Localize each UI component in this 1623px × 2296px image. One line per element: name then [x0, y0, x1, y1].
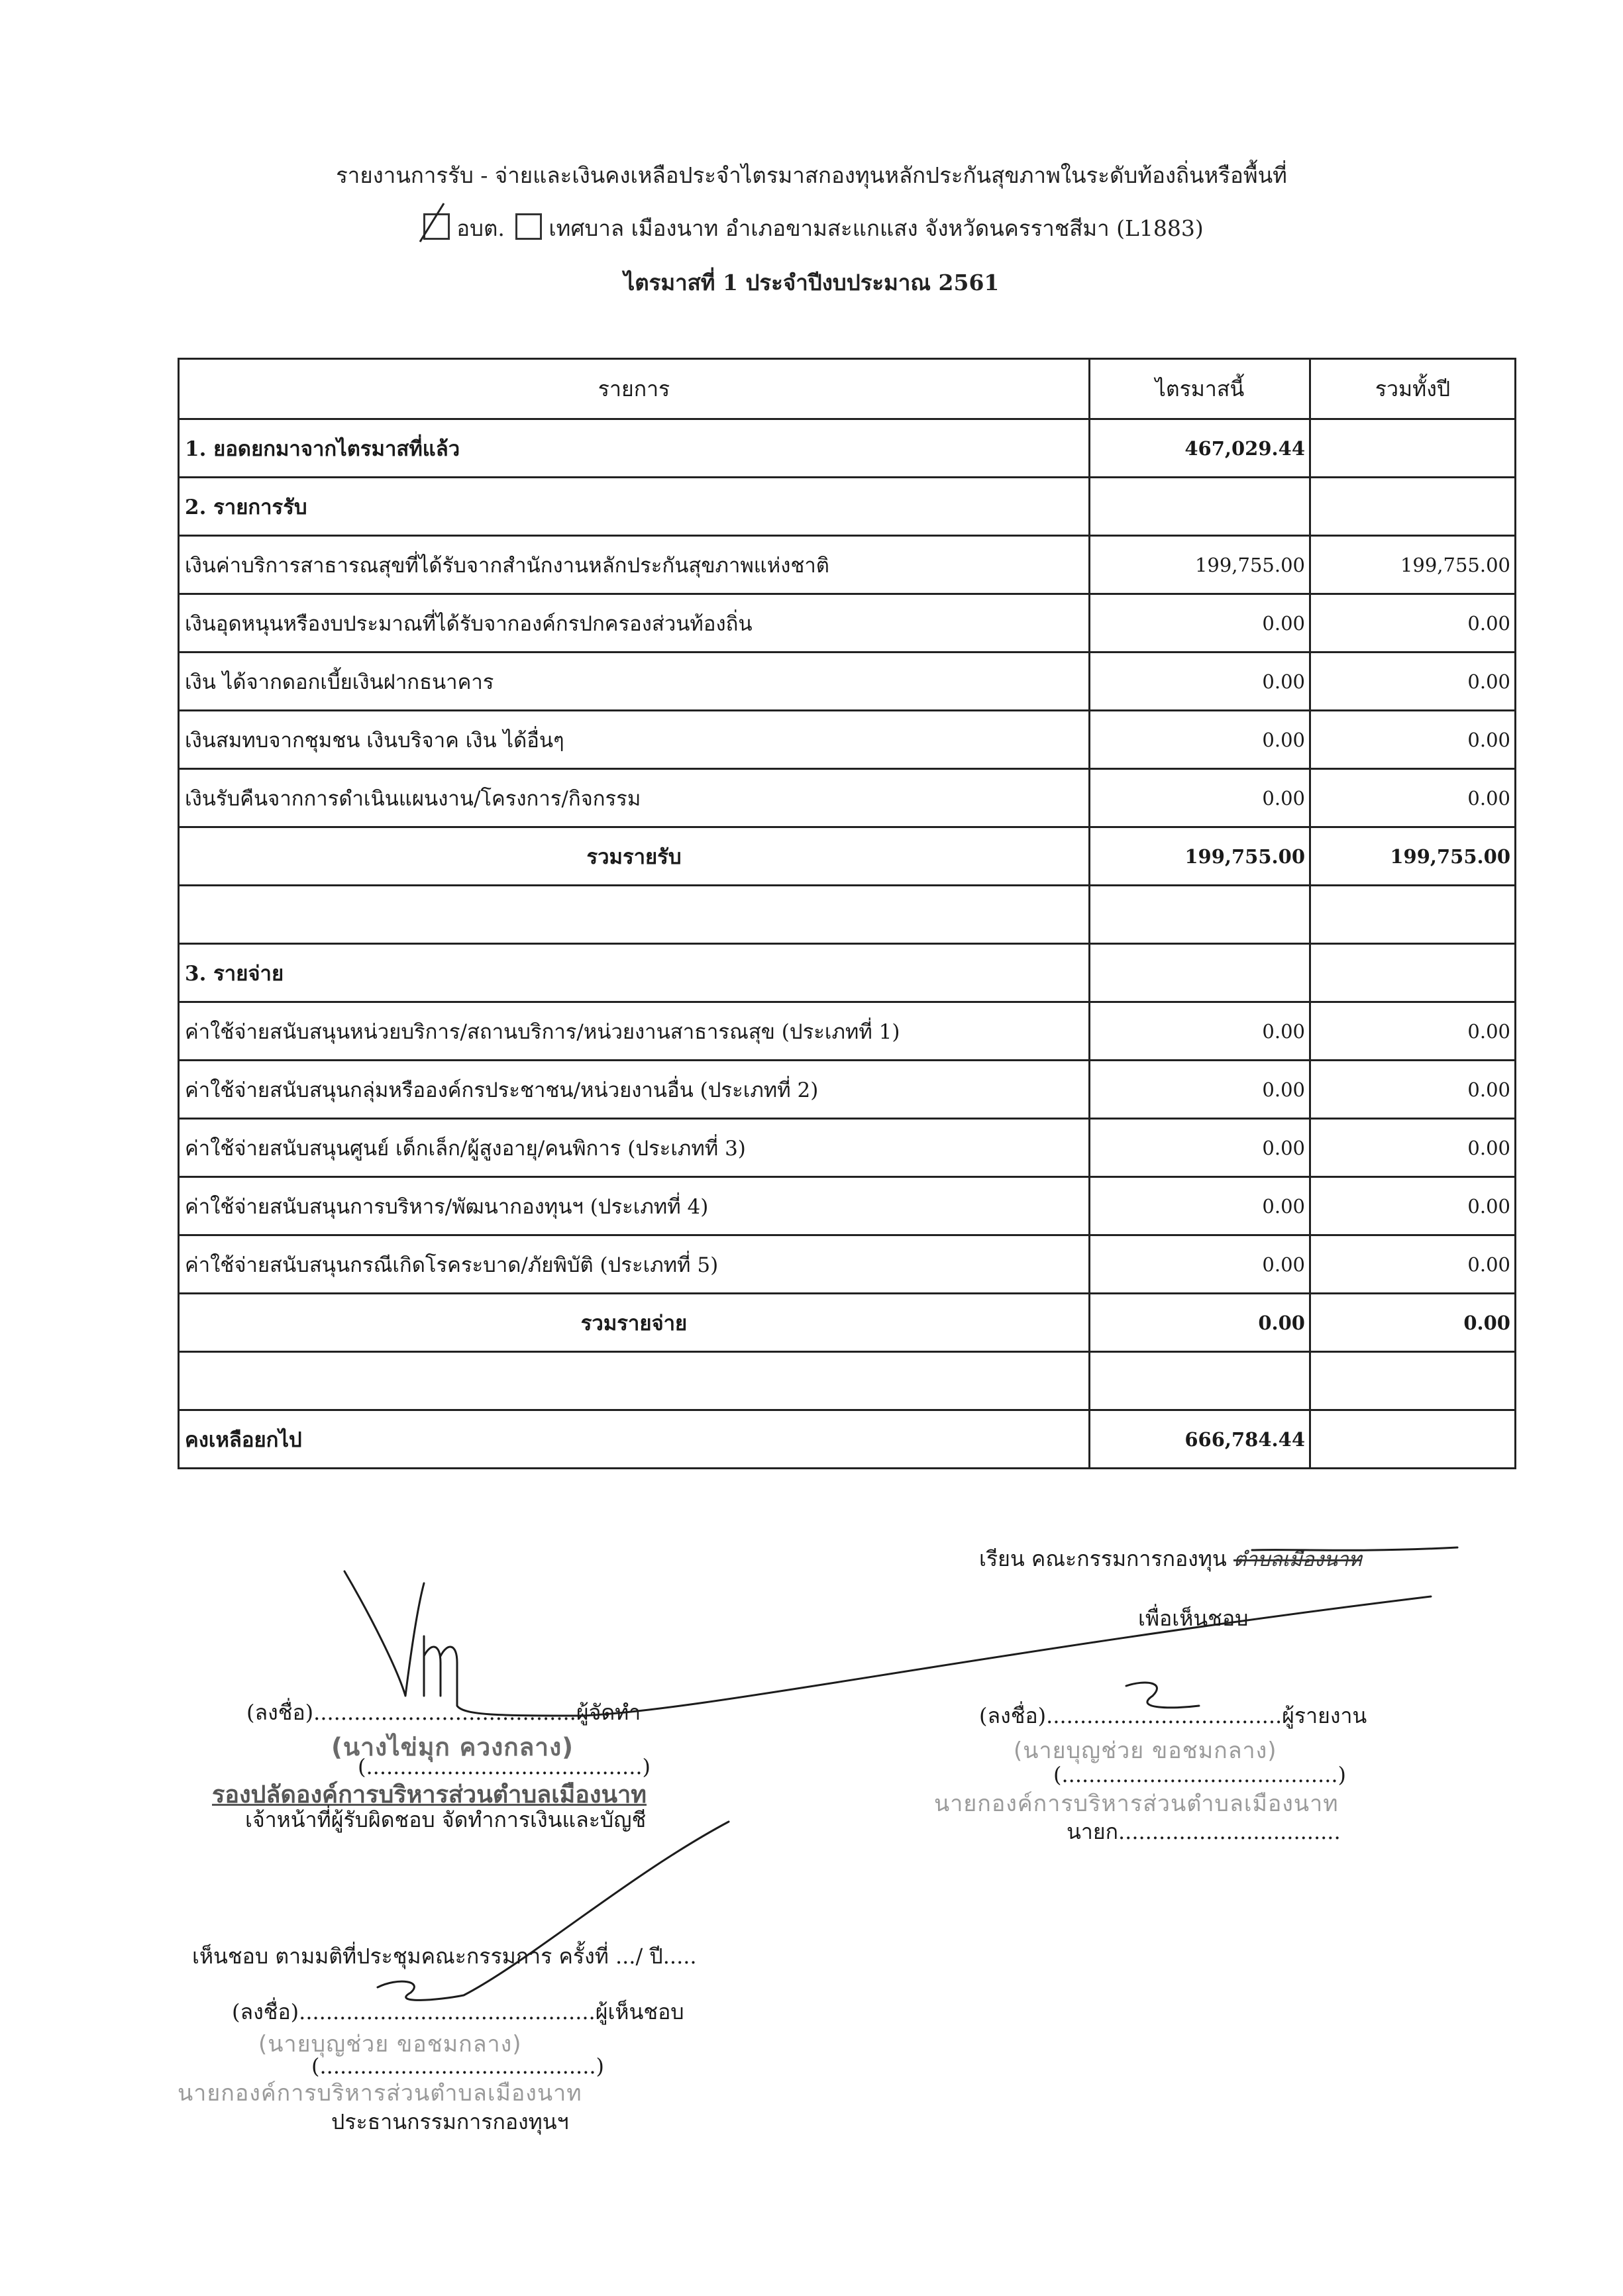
section-heading: 2. รายการรับ: [179, 478, 1090, 536]
row-quarter-value: 0.00: [1090, 769, 1310, 827]
row-year-value: 0.00: [1310, 1002, 1516, 1061]
for-approval-label: เพื่อเห็นชอบ: [1138, 1606, 1249, 1631]
approver-name-dots: (.........................................): [311, 2054, 605, 2079]
row-year-value: 0.00: [1310, 1177, 1516, 1235]
addressee-strike: [1252, 1547, 1457, 1550]
approver-signature-line: (ลงชื่อ)............................................ผู้เห็นชอบ: [232, 1999, 684, 2024]
column-header-quarter: ไตรมาสนี้: [1090, 359, 1310, 419]
row-quarter-value: 666,784.44: [1090, 1410, 1310, 1469]
column-header-item: รายการ: [179, 359, 1090, 419]
preparer-signature-line: (ลงชื่อ).......................................ผู้จัดทำ: [246, 1700, 641, 1725]
row-year-value: 0.00: [1310, 1294, 1516, 1352]
row-label: ค่าใช้จ่ายสนับสนุนหน่วยบริการ/สถานบริการ/หน่วยงานสาธารณสุข (ประเภทที่ 1): [179, 1002, 1090, 1061]
row-label: ค่าใช้จ่ายสนับสนุนศูนย์ เด็กเล็ก/ผู้สูงอายุ/คนพิการ (ประเภทที่ 3): [179, 1119, 1090, 1177]
row-year-value: 199,755.00: [1310, 827, 1516, 886]
reporter-title-stamp: นายกองค์การบริหารส่วนตำบลเมืองนาท: [934, 1791, 1339, 1817]
approver-signature: [378, 1822, 729, 2000]
row-label: รวมรายจ่าย: [179, 1294, 1090, 1352]
reporter-signature: [1126, 1683, 1199, 1708]
row-year-value: 0.00: [1310, 652, 1516, 711]
row-quarter-value: 0.00: [1090, 1061, 1310, 1119]
approver-name: (นายบุญช่วย ขอชมกลาง): [258, 2031, 522, 2058]
row-quarter-value: 0.00: [1090, 1235, 1310, 1294]
approver-role: ประธานกรรมการกองทุนฯ: [331, 2109, 569, 2134]
row-year-value: 0.00: [1310, 711, 1516, 769]
org-option-2-label: เทศบาล เมืองนาท อำเภอขามสะแกแสง จังหวัดนครราชสีมา (L1883): [549, 215, 1204, 241]
report-title: รายงานการรับ - จ่ายและเงินคงเหลือประจำไตรมาสกองทุนหลักประกันสุขภาพในระดับท้องถิ่นหรือพื้นที่: [336, 162, 1287, 188]
approval-resolution: เห็นชอบ ตามมติที่ประชุมคณะกรรมการ ครั้งที่ .../ ปี.....: [192, 1944, 697, 1969]
row-quarter-value: 0.00: [1090, 594, 1310, 652]
row-quarter-value: 0.00: [1090, 652, 1310, 711]
reporter-name-dots: (.........................................): [1053, 1762, 1347, 1787]
row-label: เงิน ได้จากดอกเบี้ยเงินฝากธนาคาร: [179, 652, 1090, 711]
approver-title-stamp: นายกองค์การบริหารส่วนตำบลเมืองนาท: [178, 2080, 582, 2107]
row-quarter-value: 0.00: [1090, 1119, 1310, 1177]
row-quarter-value: 0.00: [1090, 711, 1310, 769]
row-year-value: 199,755.00: [1310, 536, 1516, 594]
row-quarter-value: 0.00: [1090, 1002, 1310, 1061]
preparer-name: (นางไข่มุก ควงกลาง): [331, 1733, 574, 1761]
preparer-position-stamp: รองปลัดองค์การบริหารส่วนตำบลเมืองนาท: [212, 1781, 647, 1808]
preparer-signature: [344, 1571, 1431, 1716]
preparer-role: เจ้าหน้าที่ผู้รับผิดชอบ จัดทำการเงินและบัญชี: [245, 1807, 647, 1832]
reporter-signature-line: (ลงชื่อ)...................................ผู้รายงาน: [979, 1703, 1367, 1728]
addressee-text: เรียน คณะกรรมการกองทุน: [979, 1546, 1227, 1571]
row-label: เงินสมทบจากชุมชน เงินบริจาค เงิน ได้อื่นๆ: [179, 711, 1090, 769]
reporter-role: นายก.................................: [1067, 1819, 1341, 1844]
row-label: รวมรายรับ: [179, 827, 1090, 886]
row-label: ค่าใช้จ่ายสนับสนุนกลุ่มหรือองค์กรประชาชน/หน่วยงานอื่น (ประเภทที่ 2): [179, 1061, 1090, 1119]
row-label: เงินอุดหนุนหรืองบประมาณที่ได้รับจากองค์กรปกครองส่วนท้องถิ่น: [179, 594, 1090, 652]
row-label: ค่าใช้จ่ายสนับสนุนการบริหาร/พัฒนากองทุนฯ (ประเภทที่ 4): [179, 1177, 1090, 1235]
row-quarter-value: 0.00: [1090, 1177, 1310, 1235]
column-header-year: รวมทั้งปี: [1310, 359, 1516, 419]
row-label: เงินรับคืนจากการดำเนินแผนงาน/โครงการ/กิจกรรม: [179, 769, 1090, 827]
row-quarter-value: 0.00: [1090, 1294, 1310, 1352]
row-year-value: 0.00: [1310, 769, 1516, 827]
org-option-1-label: อบต.: [456, 215, 505, 241]
row-label: เงินค่าบริการสาธารณสุขที่ได้รับจากสำนักงานหลักประกันสุขภาพแห่งชาติ: [179, 536, 1090, 594]
reporter-name: (นายบุญช่วย ขอชมกลาง): [1014, 1738, 1277, 1764]
addressee-handwritten: ตำบลเมืองนาท: [1233, 1548, 1362, 1571]
row-year-value: 0.00: [1310, 1061, 1516, 1119]
row-year-value: 0.00: [1310, 594, 1516, 652]
section-heading: 3. รายจ่าย: [179, 944, 1090, 1002]
row-quarter-value: 467,029.44: [1090, 419, 1310, 478]
row-year-value: 0.00: [1310, 1119, 1516, 1177]
row-label: คงเหลือยกไป: [179, 1410, 1090, 1469]
row-label: ค่าใช้จ่ายสนับสนุนกรณีเกิดโรคระบาด/ภัยพิบัติ (ประเภทที่ 5): [179, 1235, 1090, 1294]
row-label: 1. ยอดยกมาจากไตรมาสที่แล้ว: [179, 419, 1090, 478]
row-year-value: 0.00: [1310, 1235, 1516, 1294]
row-quarter-value: 199,755.00: [1090, 827, 1310, 886]
row-quarter-value: 199,755.00: [1090, 536, 1310, 594]
preparer-name-dots: (.........................................): [358, 1754, 651, 1779]
report-period: ไตรมาสที่ 1 ประจำปีงบประมาณ 2561: [623, 270, 1000, 295]
